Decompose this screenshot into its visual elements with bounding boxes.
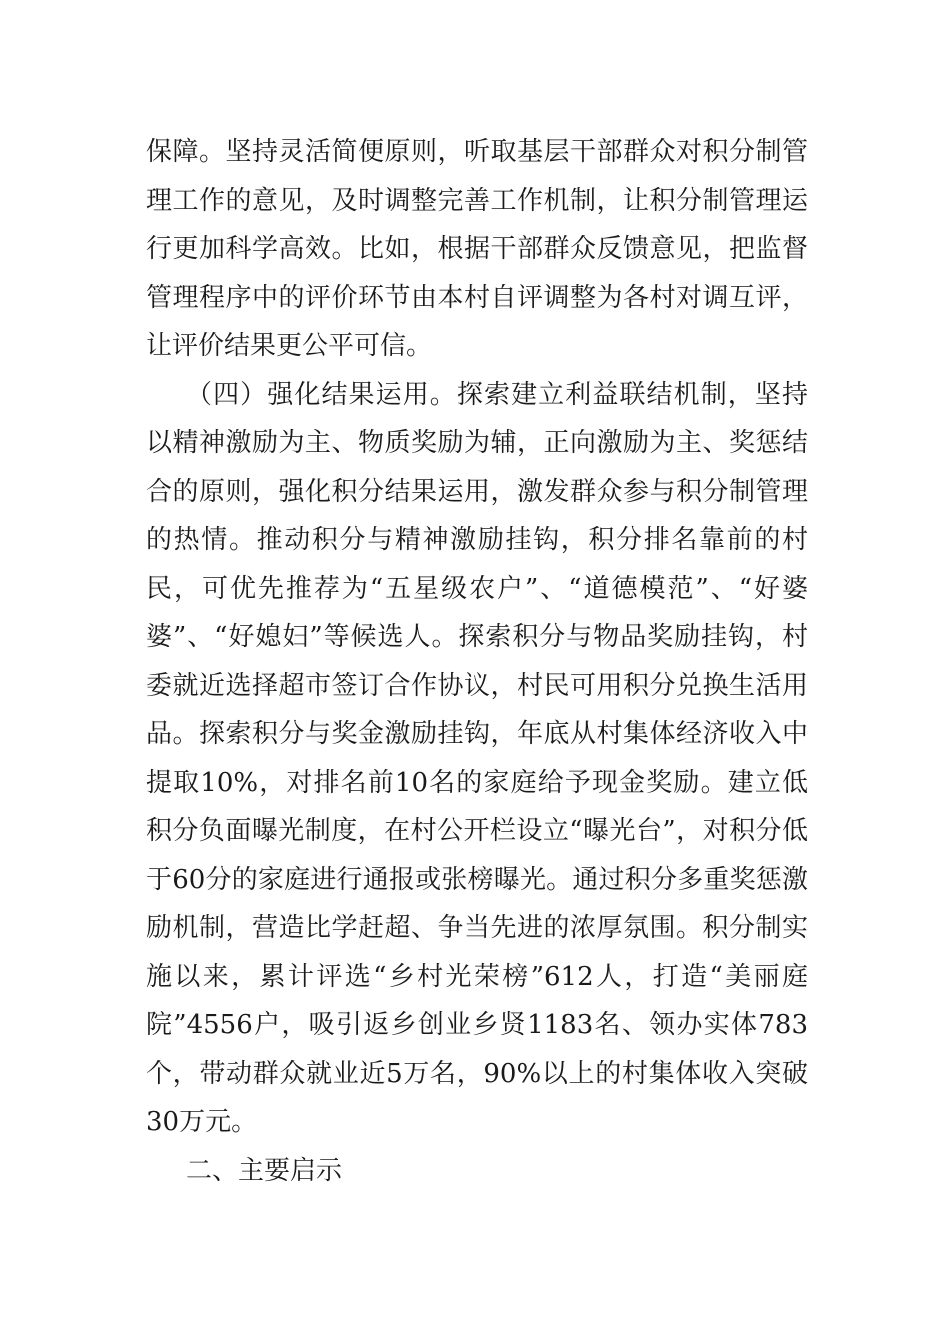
section-heading: 二、主要启示 xyxy=(186,1155,343,1186)
paragraph-continuation: 保障。坚持灵活简便原则，听取基层干部群众对积分制管理工作的意见，及时调整完善工作机制，让积分制管理运行更加科学高效。比如，根据干部群众反馈意见，把监督管理程序中的评价环节由本村自评调整为各村对调互评，让评价结果更公平可信。 xyxy=(146,137,808,361)
document-body xyxy=(146,128,808,1195)
paragraph-section-four: （四）强化结果运用。探索建立利益联结机制，坚持以精神激励为主、物质奖励为辅，正向激励为主、奖惩结合的原则，强化积分结果运用，激发群众参与积分制管理的热情。推动积分与精神激励挂钩，积分排名靠前的村民，可优先推荐为“五星级农户”、“道德模范”、“好婆婆”、“好媳妇”等候选人。探索积分与物品奖励挂钩，村委就近选择超市签订合作协议，村民可用积分兑换生活用品。探索积分与奖金激励挂钩，年底从村集体经济收入中提取10%，对排名前10名的家庭给予现金奖励。建立低积分负面曝光制度，在村公开栏设立“曝光台”，对积分低于60分的家庭进行通报或张榜曝光。通过积分多重奖惩激励机制，营造比学赶超、争当先进的浓厚氛围。积分制实施以来，累计评选“乡村光荣榜”612人，打造“美丽庭院”4556户，吸引返乡创业乡贤1183名、领办实体783个，带动群众就业近5万名，90%以上的村集体收入突破30万元。 xyxy=(146,379,808,1137)
